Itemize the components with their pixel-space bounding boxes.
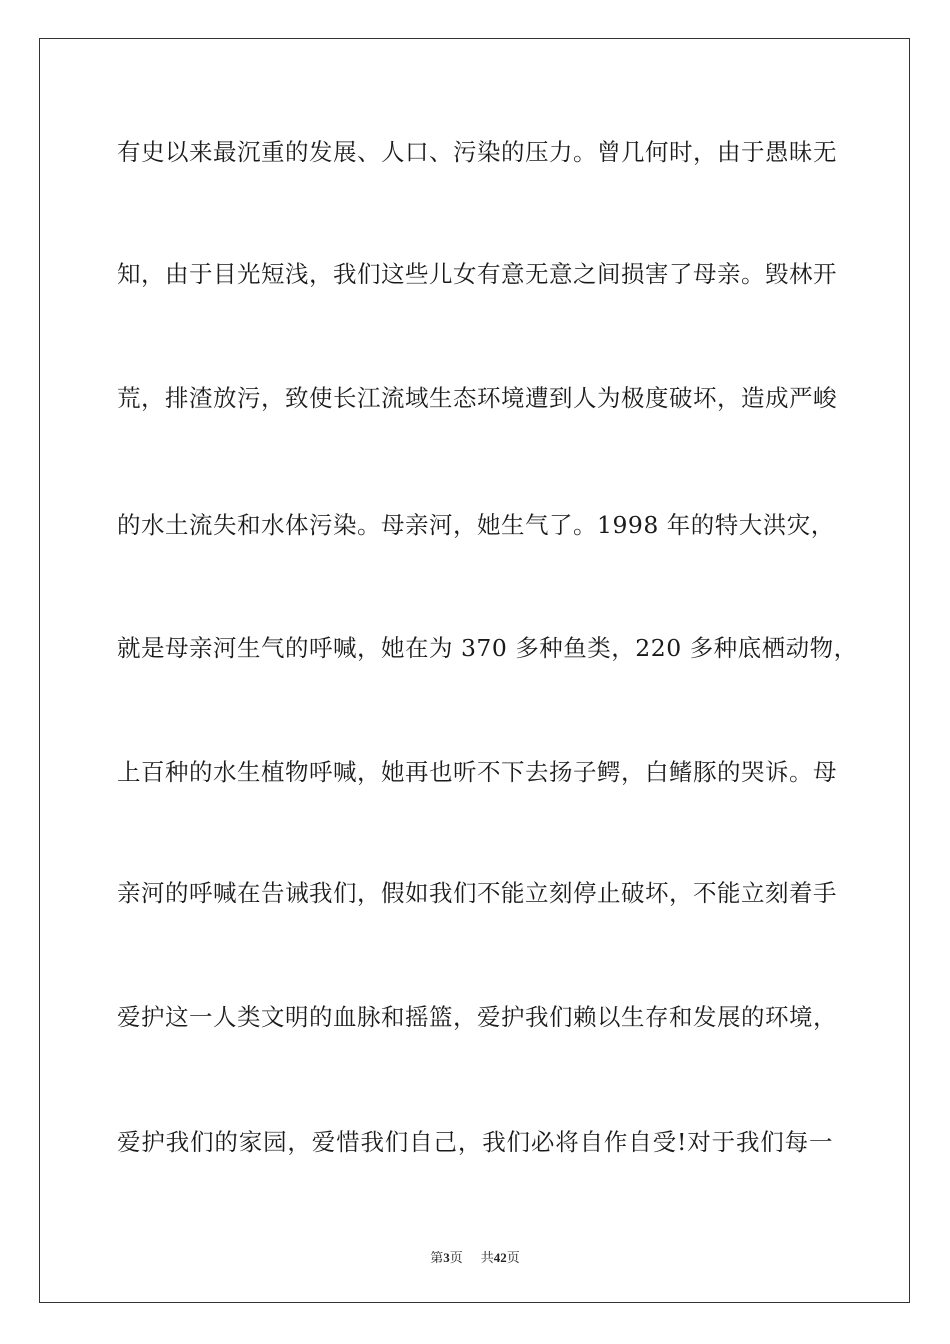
page-prefix: 第: [430, 1250, 444, 1265]
page-number: 3: [443, 1250, 450, 1265]
text-line: 荒，排渣放污，致使长江流域生态环境遭到人为极度破坏，造成严峻: [117, 384, 837, 412]
total-pages: 42: [493, 1250, 507, 1265]
page-footer: [0, 1247, 950, 1266]
total-suffix: 页: [506, 1250, 520, 1265]
text-line: 爱护这一人类文明的血脉和摇篮，爱护我们赖以生存和发展的环境，: [117, 1003, 837, 1031]
text-line: 的水土流失和水体污染。母亲河，她生气了。1998 年的特大洪灾，: [117, 511, 835, 539]
page-suffix: 页: [449, 1250, 463, 1265]
text-line: 上百种的水生植物呼喊，她再也听不下去扬子鳄，白鳍豚的哭诉。母: [117, 758, 837, 786]
text-line: 就是母亲河生气的呼喊，她在为 370 多种鱼类，220 多种底栖动物，: [117, 634, 858, 662]
page-border: [39, 38, 910, 1303]
text-line: 亲河的呼喊在告诫我们，假如我们不能立刻停止破坏，不能立刻着手: [117, 879, 837, 907]
total-prefix: 共: [480, 1250, 494, 1265]
text-line: 有史以来最沉重的发展、人口、污染的压力。曾几何时，由于愚昧无: [117, 138, 837, 166]
text-line: 爱护我们的家园，爱惜我们自己，我们必将自作自受!对于我们每一: [117, 1128, 833, 1156]
text-line: 知，由于目光短浅，我们这些儿女有意无意之间损害了母亲。毁林开: [117, 260, 837, 288]
